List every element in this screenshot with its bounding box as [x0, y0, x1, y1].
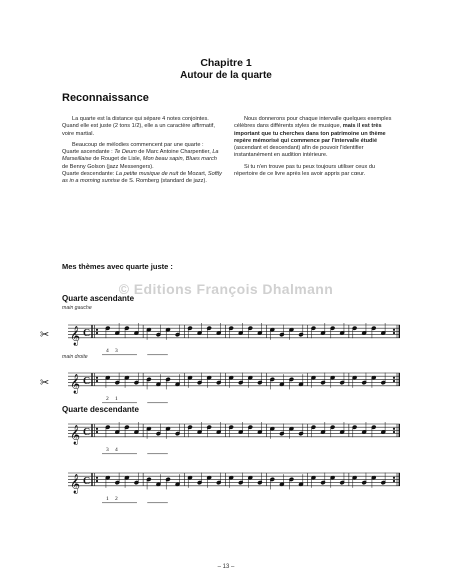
- repeat-dot: [393, 380, 395, 382]
- repeat-dot: [96, 380, 98, 382]
- fingering-number: 1: [106, 495, 109, 502]
- copyright-watermark: © Editions François Dhalmann: [118, 281, 334, 297]
- repeat-dot: [393, 431, 395, 433]
- left-hand-label: main gauche: [62, 305, 92, 311]
- chapter-number: Chapitre 1: [200, 57, 252, 69]
- fingering-number: 3: [115, 347, 118, 354]
- treble-clef-icon: 𝄞: [70, 473, 81, 493]
- fingering-number: 2: [115, 495, 118, 502]
- repeat-dot: [96, 377, 98, 379]
- fingering-number: 4: [106, 347, 109, 354]
- themes-heading: Mes thèmes avec quarte juste :: [62, 262, 173, 271]
- repeat-dot: [393, 480, 395, 482]
- repeat-dot: [96, 332, 98, 334]
- page-number: – 13 –: [217, 564, 235, 570]
- repeat-dot: [96, 428, 98, 430]
- ascending-heading: Quarte ascendante: [62, 294, 135, 303]
- treble-clef-icon: 𝄞: [70, 325, 81, 345]
- treble-clef-icon: 𝄞: [70, 424, 81, 444]
- time-signature: C: [83, 327, 91, 339]
- time-signature: C: [83, 426, 91, 438]
- intro-paragraph: La quarte est la distance qui sépare 4 notes conjointes. Quand elle est juste (2 tons 1/2), elle a un caractère affirmatif, voire martial.: [62, 116, 215, 137]
- repeat-dot: [393, 377, 395, 379]
- scissors-icon: ✂: [40, 328, 50, 341]
- repeat-dot: [393, 477, 395, 479]
- chapter-title: Autour de la quarte: [180, 70, 272, 81]
- section-title: Reconnaissance: [62, 92, 149, 104]
- fingering-number: 1: [115, 395, 118, 402]
- fingering-number: 4: [115, 446, 118, 453]
- repeat-dot: [96, 480, 98, 482]
- descending-examples: Quarte descendante: La petite musique de nuit de Mozart, Softly as in a morning sunrise de S. Romberg (standard de jazz).: [62, 171, 222, 185]
- fingering-number: 2: [106, 395, 109, 402]
- scissors-icon: ✂: [40, 376, 50, 389]
- ascending-examples: Quarte ascendante : Te Deum de Marc Antoine Charpentier, La Marseillaise de Rouget de Lisle, Mon beau sapin, Blues march de Benny Golson (jazz Messengers).: [62, 149, 219, 170]
- fingering-number: 3: [106, 446, 109, 453]
- right-hand-label: main droite: [62, 354, 88, 360]
- time-signature: C: [83, 475, 91, 487]
- repeat-dot: [393, 332, 395, 334]
- repeat-dot: [96, 431, 98, 433]
- examples-paragraph: Nous donnerons pour chaque intervalle quelques exemples célèbres dans différents styles de musique, mais il est très important que tu cherches dans ton patrimoine un thème repère mémorisé qui commence par l'intervalle étudié (ascendant et descendant) afin de pouvoir l'identifier instantanément en audition intérieure.: [234, 116, 392, 159]
- melodies-intro: Beaucoup de mélodies commencent par une quarte :: [72, 141, 204, 148]
- repeat-dot: [96, 329, 98, 331]
- descending-heading: Quarte descendante: [62, 405, 139, 414]
- repeat-dot: [96, 477, 98, 479]
- repertoire-paragraph: Si tu n'en trouve pas tu peux toujours utiliser ceux du répertoire de ce livre après les avoir appris par cœur.: [234, 163, 376, 178]
- repeat-dot: [393, 329, 395, 331]
- treble-clef-icon: 𝄞: [70, 373, 81, 393]
- time-signature: C: [83, 375, 91, 387]
- repeat-dot: [393, 428, 395, 430]
